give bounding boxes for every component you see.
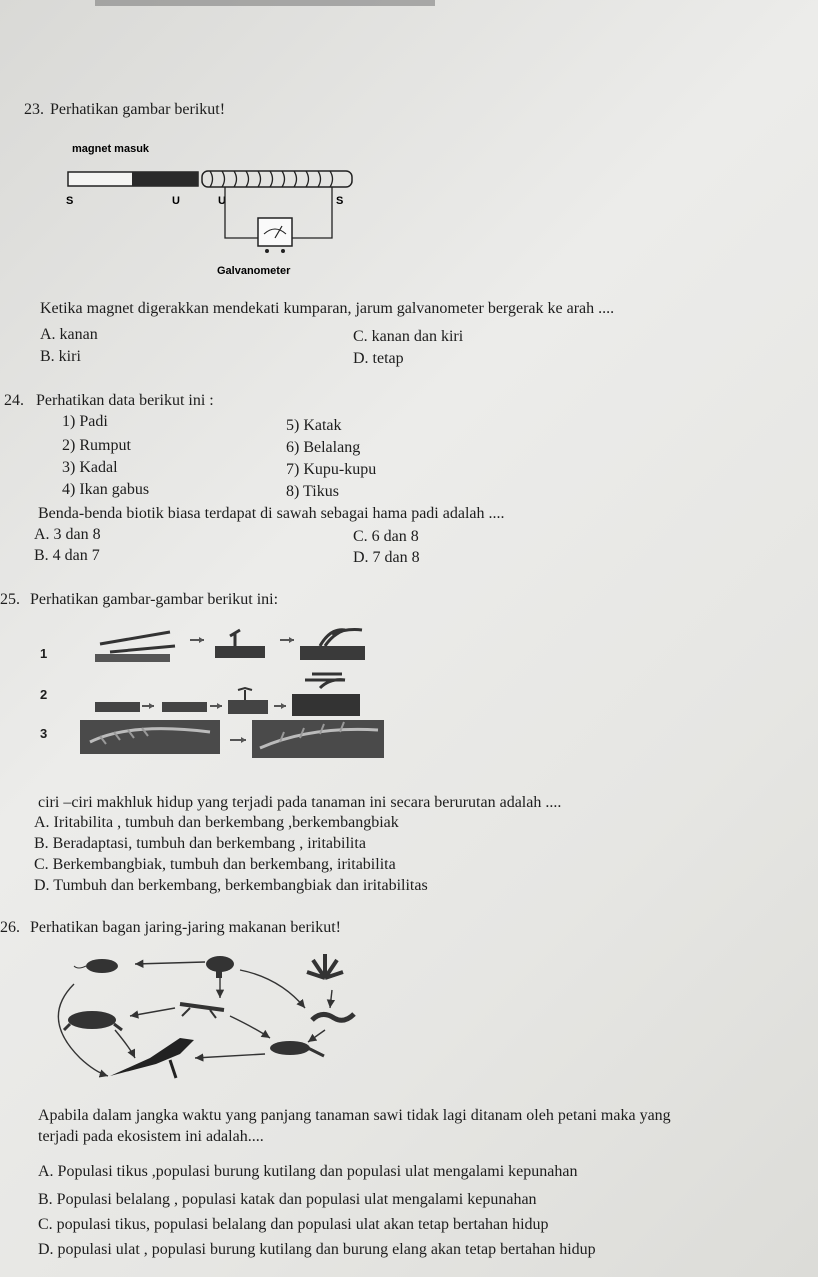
q24-option-d: D. 7 dan 8: [353, 549, 420, 566]
q23-question: Ketika magnet digerakkan mendekati kumparan, jarum galvanometer bergerak ke arah ....: [40, 300, 615, 317]
q25-row-3-label: 3: [40, 726, 48, 741]
q26-option-b: B. Populasi belalang , populasi katak dan populasi ulat mengalami kepunahan: [38, 1191, 537, 1208]
row-1-plant-growth-images: [95, 630, 365, 663]
sparrow-image: [270, 1041, 324, 1056]
q25-number: 25.: [0, 591, 20, 608]
row-3-mimosa-leaf-images: [80, 720, 384, 758]
galvanometer: [258, 218, 292, 253]
q23-option-c: C. kanan dan kiri: [353, 328, 464, 345]
row-2-seedling-images: [95, 674, 360, 716]
q25-option-d: D. Tumbuh dan berkembang, berkembangbiak dan iritabilitas: [34, 877, 428, 894]
q26-option-d: D. populasi ulat , populasi burung kutilang dan burung elang akan tetap bertahan hidup: [38, 1241, 596, 1258]
q26-option-c: C. populasi tikus, populasi belalang dan populasi ulat akan tetap bertahan hidup: [38, 1216, 549, 1233]
q24-item-5: 5) Katak: [286, 417, 342, 434]
q26-question-line-2: terjadi pada ekosistem ini adalah....: [38, 1128, 264, 1145]
frog-image: [64, 1011, 122, 1030]
q25-option-c: C. Berkembangbiak, tumbuh dan berkembang, iritabilita: [34, 856, 396, 873]
q26-prompt: Perhatikan bagan jaring-jaring makanan berikut!: [30, 919, 341, 936]
coil: [202, 171, 352, 187]
q25-option-a: A. Iritabilita , tumbuh dan berkembang ,berkembangbiak: [34, 814, 399, 831]
q24-item-1: 1) Padi: [62, 413, 108, 430]
q25-prompt: Perhatikan gambar-gambar berikut ini:: [30, 591, 279, 608]
plant-characteristics-figure: [80, 624, 390, 764]
q24-prompt: Perhatikan data berikut ini :: [36, 392, 214, 409]
q24-question: Benda-benda biotik biasa terdapat di sawah sebagai hama padi adalah ....: [38, 505, 505, 522]
q24-item-4: 4) Ikan gabus: [62, 481, 150, 498]
magnet-north-half: [132, 172, 198, 186]
q24-number: 24.: [4, 392, 24, 409]
q25-option-b: B. Beradaptasi, tumbuh dan berkembang , iritabilita: [34, 835, 366, 852]
mouse-image: [74, 959, 118, 973]
q24-option-b: B. 4 dan 7: [34, 547, 100, 564]
mushroom-plant-image: [206, 956, 234, 978]
q23-option-a: A. kanan: [40, 326, 98, 343]
q26-question-line-1: Apabila dalam jangka waktu yang panjang tanaman sawi tidak lagi ditanam oleh petani maka yang: [38, 1107, 671, 1124]
magnet-coil-figure: [60, 138, 370, 278]
grasshopper-image: [180, 1004, 224, 1018]
q26-number: 26.: [0, 919, 20, 936]
galvanometer-label: Galvanometer: [217, 265, 291, 277]
q23-number: 23.: [24, 101, 44, 118]
q24-option-c: C. 6 dan 8: [353, 528, 419, 545]
q24-item-2: 2) Rumput: [62, 437, 131, 454]
q26-option-a: A. Populasi tikus ,populasi burung kutilang dan populasi ulat mengalami kepunahan: [38, 1163, 578, 1180]
q24-item-8: 8) Tikus: [286, 483, 339, 500]
q23-option-d: D. tetap: [353, 350, 404, 367]
q24-item-6: 6) Belalang: [286, 439, 361, 456]
food-web-diagram: [40, 948, 380, 1088]
caterpillar-image: [312, 1014, 354, 1020]
magnet-pole-s: S: [66, 195, 74, 207]
coil-pole-s: S: [336, 195, 344, 207]
q23-prompt: Perhatikan gambar berikut!: [50, 101, 226, 118]
q25-row-1-label: 1: [40, 646, 48, 661]
magnet-label: magnet masuk: [72, 143, 150, 155]
coil-pole-u: U: [218, 195, 226, 207]
q24-item-7: 7) Kupu-kupu: [286, 461, 377, 478]
eagle-image: [110, 1038, 194, 1078]
q25-row-2-label: 2: [40, 687, 48, 702]
magnet-pole-u: U: [172, 195, 180, 207]
mustard-plant-image: [307, 954, 343, 978]
q23-option-b: B. kiri: [40, 348, 81, 365]
page-top-edge: [95, 0, 435, 6]
q24-item-3: 3) Kadal: [62, 459, 118, 476]
q25-question: ciri –ciri makhluk hidup yang terjadi pada tanaman ini secara berurutan adalah ....: [38, 794, 562, 811]
q24-option-a: A. 3 dan 8: [34, 526, 101, 543]
